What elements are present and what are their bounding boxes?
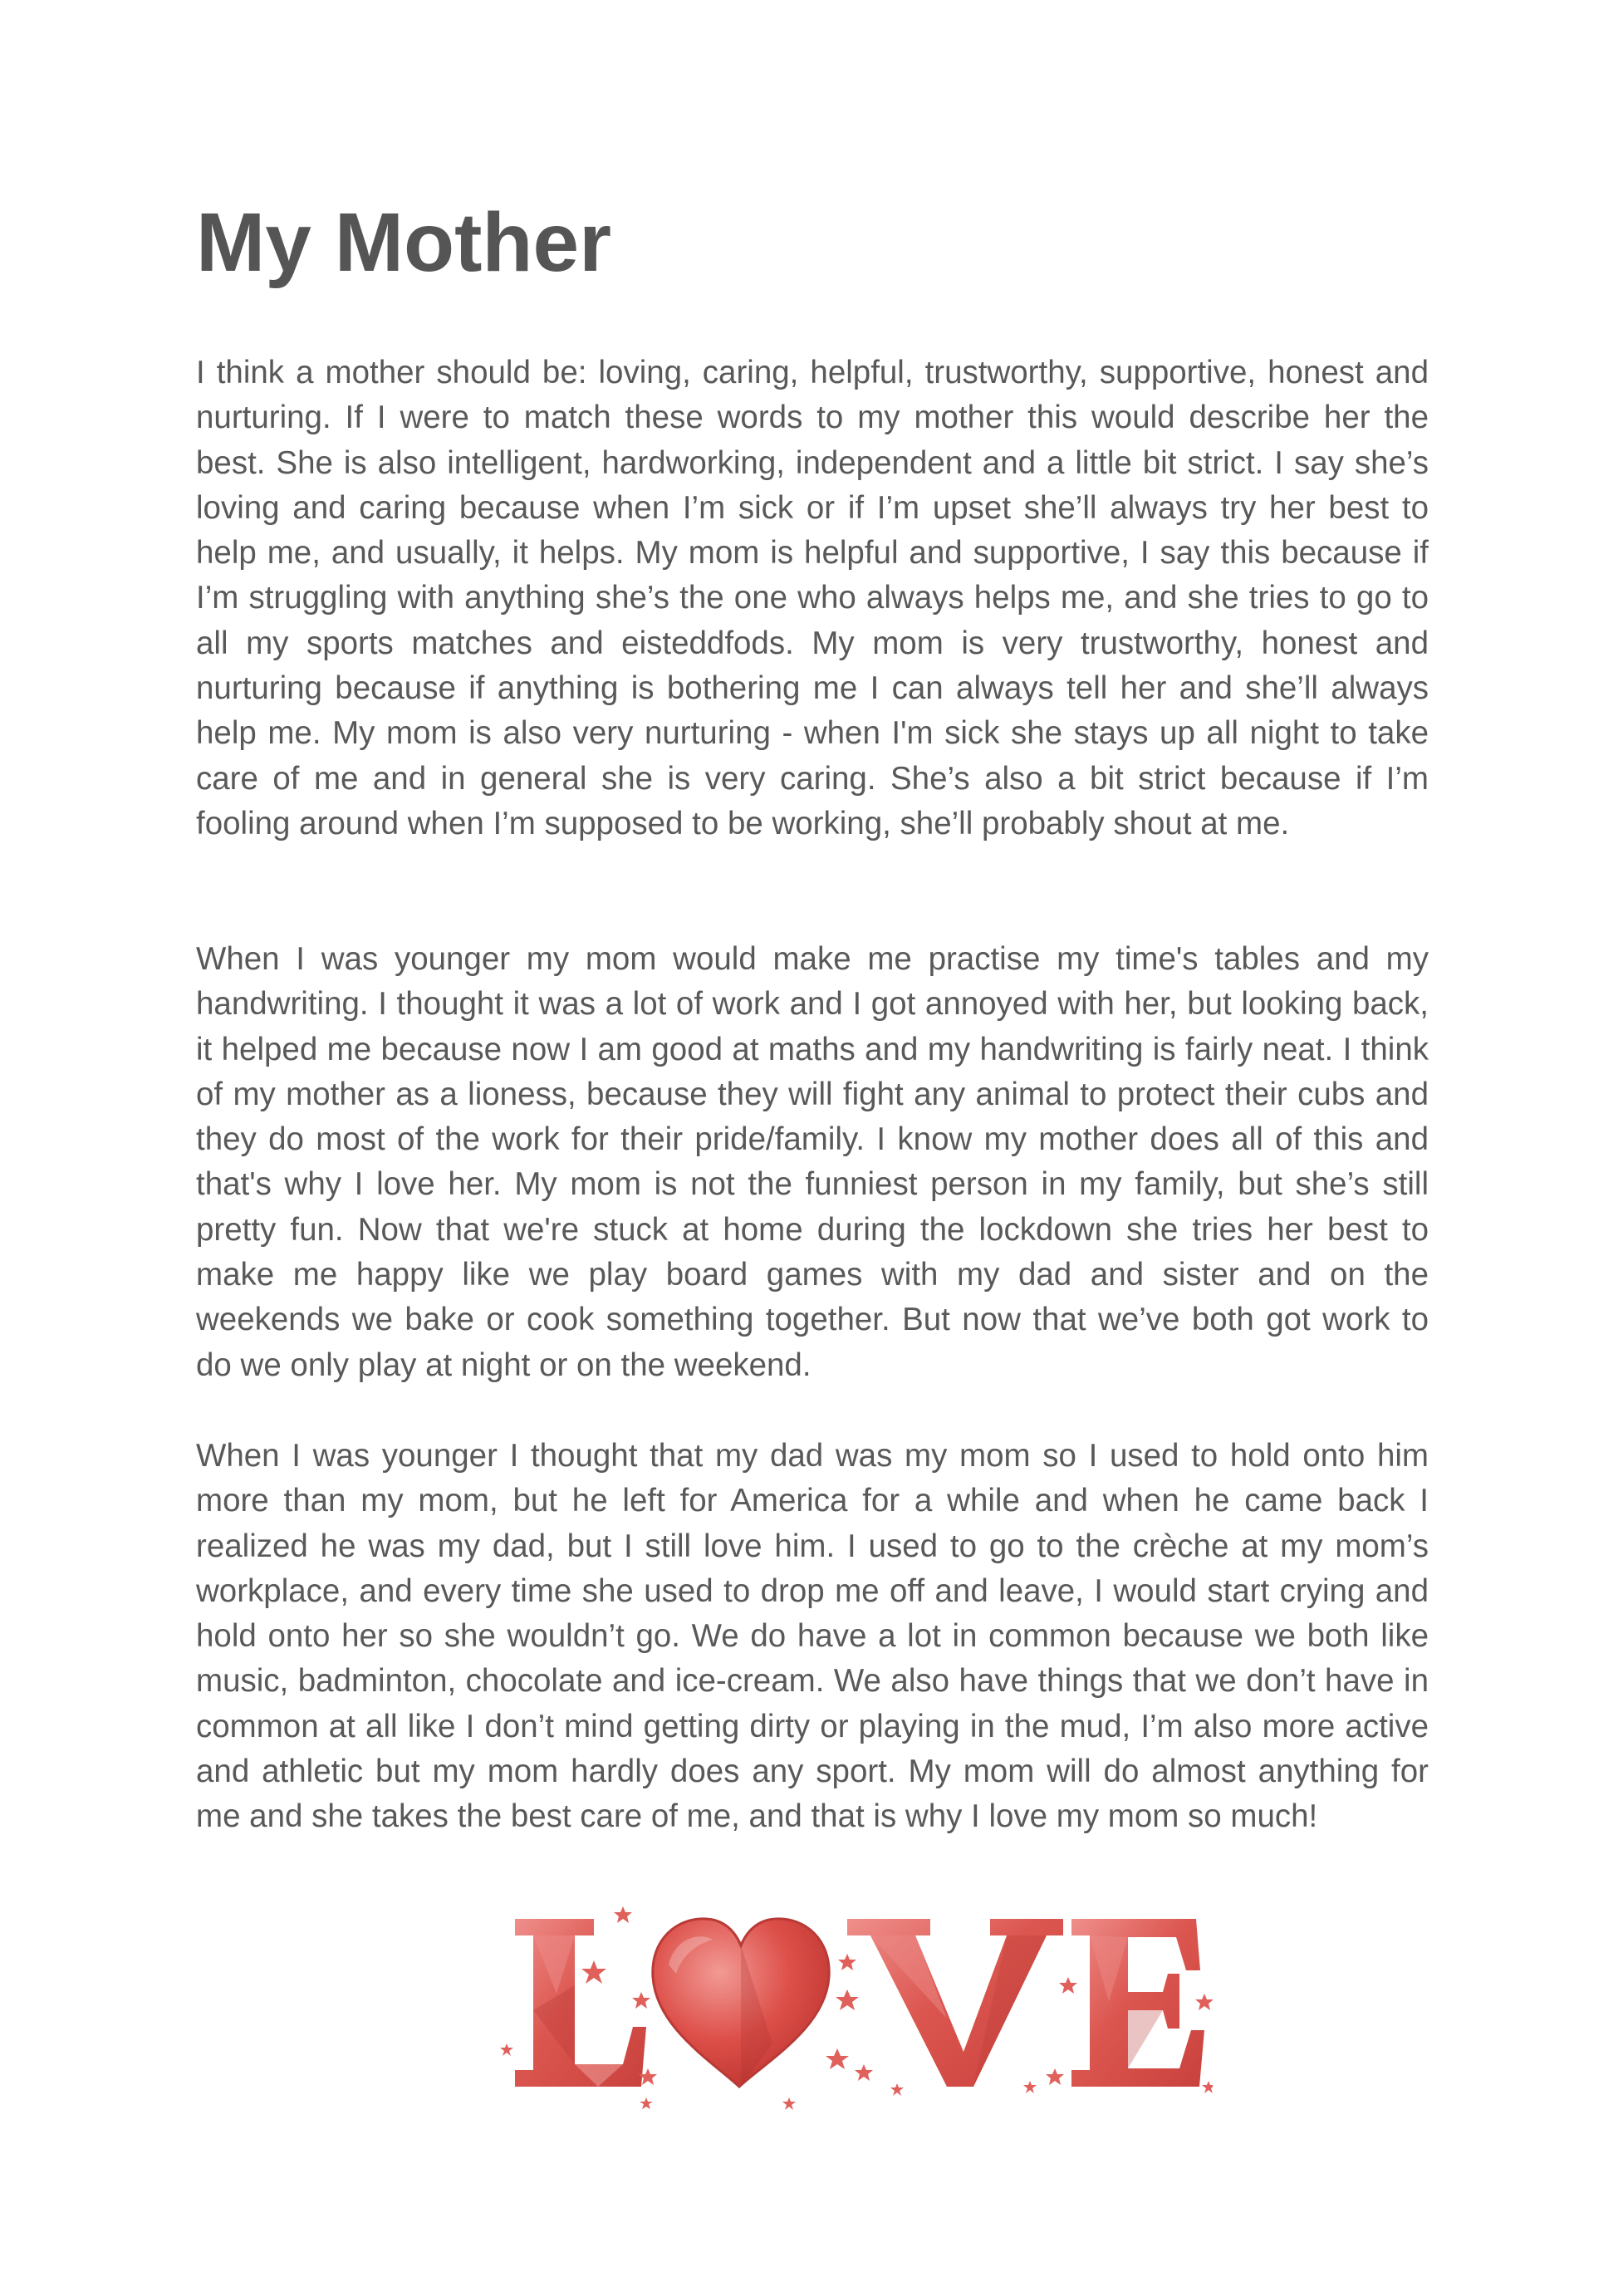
paragraph-1: I think a mother should be: loving, caring, helpful, trustworthy, supportive, honest and nurturing. If I were to match these words to my mother this would describe her the best. She is also intelligent, hardworking, independent and a little bit strict. I say she’s loving and caring because when I’m sick or if I’m upset she’ll always try her best to help me, and usually, it helps. My mom is helpful and supportive, I say this because if I’m struggling with anything she’s the one who always helps me, and she tries to go to all my sports matches and eisteddfods. My mom is very trustworthy, honest and nurturing because if anything is bothering me I can always tell her and she’ll always help me. My mom is also very nurturing - when I'm sick she stays up all night to take care of me and in general she is very caring. She’s also a bit strict because if I’m fooling around when I’m supposed to be working, she’ll probably shout at me. bbox=[196, 355, 1429, 841]
love-artwork bbox=[498, 1894, 1213, 2110]
paragraph-2: When I was younger my mom would make me practise my time's tables and my handwriting. I thought it was a lot of work and I got annoyed with her, but looking back, it helped me because now I am good at maths and my handwriting is fairly neat. I think of my mother as a lioness, because they will fight any animal to protect their cubs and they do most of the work for their pride/family. I know my mother does all of this and that's why I love her. My mom is not the funniest person in my family, but she’s still pretty fun. Now that we're stuck at home during the lockdown she tries her best to make me happy like we play board games with my dad and sister and on the weekends we bake or cook something together. But now that we’ve both got work to do we only play at night or on the weekend. bbox=[196, 941, 1429, 1383]
love-letter-v bbox=[847, 1919, 1063, 2087]
heart-icon bbox=[653, 1919, 829, 2087]
love-letter-e bbox=[1071, 1919, 1204, 2087]
page-title: My Mother bbox=[196, 196, 611, 289]
paragraph-3: When I was younger I thought that my dad was my mom so I used to hold onto him more than my mom, but he left for America for a while and when he came back I realized he was my dad, but I still love him. I used to go to the crèche at my mom’s workplace, and every time she used to drop me off and leave, I would start crying and hold onto her so she wouldn’t go. We do have a lot in common because we both like music, badminton, chocolate and ice-cream. We also have things that we don’t have in common at all like I don’t mind getting dirty or playing in the mud, I’m also more active and athletic but my mom hardly does any sport. My mom will do almost anything for me and she takes the best care of me, and that is why I love my mom so much! bbox=[196, 1438, 1429, 1835]
love-letter-l bbox=[515, 1919, 646, 2087]
